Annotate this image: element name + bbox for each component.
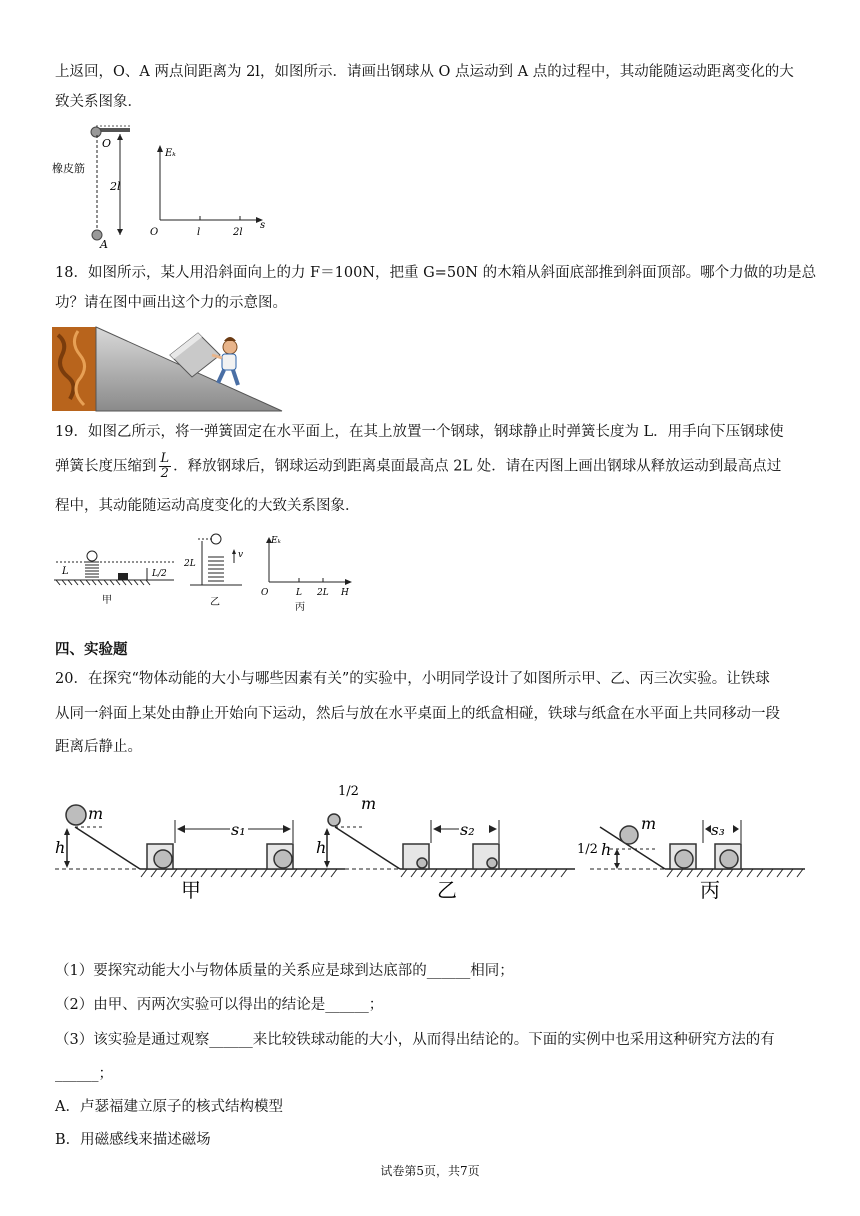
q20-yi-label: 乙 (437, 878, 457, 902)
q19-figure-yi (182, 533, 252, 613)
q20-text-line3: 距离后静止。 (55, 739, 142, 755)
q19-jia-label: 甲 (102, 595, 112, 606)
q17-axis-y-label: Eₖ (165, 148, 176, 159)
q20-yi-m: m (361, 794, 377, 813)
q20-bing-half: 1/2 (577, 842, 598, 857)
q19-line2-post: ．释放钢球后，钢球运动到距离桌面最高点 2L 处．请在丙图上画出钢球从释放运动到最高点过 (173, 458, 782, 475)
q19-fraction-den: 2 (160, 466, 169, 481)
q19-bing-origin: O (261, 588, 269, 598)
q17-label-A: A (100, 238, 108, 250)
q17-axis-x-label: s (260, 220, 266, 231)
q20-yi-s2: s₂ (460, 820, 475, 839)
q20-jia-label: 甲 (181, 878, 201, 902)
q17-tick-l: l (197, 227, 201, 238)
q20-yi-h: h (316, 838, 327, 857)
person-icon (223, 340, 237, 354)
q17-label-rubber: 橡皮筋 (52, 162, 85, 175)
q19-jia-L: L (62, 566, 69, 577)
q20-sub3-line2: ______； (55, 1066, 113, 1082)
page-footer: 试卷第5页，共7页 (380, 1164, 480, 1178)
q19-figure-jia (52, 548, 177, 610)
q19-fraction (159, 452, 172, 481)
q20-panel-yi (310, 784, 575, 902)
q17-text-line2: 致关系图象． (55, 94, 142, 110)
q19-text-line3: 程中，其动能随运动高度变化的大致关系图象． (55, 498, 360, 514)
q19-jia-L-half: L/2 (152, 569, 167, 579)
q20-panel-jia (55, 804, 345, 902)
q18-incline-figure (52, 325, 284, 413)
q19-text-line2 (55, 452, 781, 481)
q20-sub1: （1）要探究动能大小与物体质量的关系应是球到达底部的______相同； (55, 963, 514, 979)
q20-option-b: B．用磁感线来描述磁场 (55, 1132, 211, 1148)
q17-tick-2l: 2l (233, 227, 243, 238)
q19-bing-tick-L: L (296, 588, 302, 598)
q20-panel-bing (577, 814, 805, 902)
q19-line2-pre: 弹簧长度压缩到 (55, 458, 157, 475)
q19-figure-bing (257, 535, 357, 615)
section-4-heading: 四、实验题 (55, 642, 128, 658)
q20-bing-label: 丙 (700, 878, 720, 902)
q20-bing-m: m (641, 814, 657, 833)
q19-text-line1: 19．如图乙所示，将一弹簧固定在水平面上，在其上放置一个钢球，钢球静止时弹簧长度为 L．用手向下压钢球使 (55, 424, 784, 440)
q17-origin: O (150, 227, 159, 238)
q18-text-line1: 18．如图所示，某人用沿斜面向上的力 F＝100N，把重 G=50N 的木箱从斜面底部推到斜面顶部。哪个力做的功是总 (55, 265, 817, 281)
q18-text-line2: 功？请在图中画出这个力的示意图。 (55, 295, 287, 311)
q20-option-a: A．卢瑟福建立原子的核式结构模型 (55, 1099, 283, 1115)
q19-fraction-num: L (160, 451, 170, 466)
q20-jia-m: m (88, 804, 104, 823)
q17-label-O: O (102, 137, 112, 150)
q19-yi-v: v (238, 550, 244, 560)
q20-text-line1: 20．在探究“物体动能的大小与哪些因素有关”的实验中，小明同学设计了如图所示甲、乙、丙三次实验。让铁球 (55, 671, 770, 687)
q17-text-line1: 上返回，O、A 两点间距离为 2l，如图所示．请画出钢球从 O 点运动到 A 点的过程中，其动能随运动距离变化的大 (55, 64, 794, 80)
q19-yi-2L: 2L (184, 559, 196, 569)
q20-sub2: （2）由甲、丙两次实验可以得出的结论是______； (55, 997, 384, 1013)
q19-bing-axis-x: H (341, 588, 349, 598)
q20-experiment-figure (55, 775, 810, 905)
q20-text-line2: 从同一斜面上某处由静止开始向下运动，然后与放在水平桌面上的纸盒相碰，铁球与纸盒在水平面上共同移动一段 (55, 706, 780, 722)
q20-yi-half: 1/2 (338, 784, 359, 799)
q20-jia-s1: s₁ (231, 820, 246, 839)
q19-bing-label: 丙 (295, 602, 305, 613)
q19-yi-label: 乙 (210, 597, 220, 608)
q19-bing-axis-y: Eₖ (271, 536, 281, 546)
q20-bing-h: h (601, 840, 612, 859)
q17-ek-s-axes (145, 140, 270, 240)
q17-label-2l: 2l (110, 180, 121, 193)
q20-jia-h: h (55, 838, 66, 857)
q19-bing-tick-2L: 2L (317, 588, 329, 598)
q20-sub3-line1: （3）该实验是通过观察______来比较铁球动能的大小，从而得出结论的。下面的实例中也采用这种研究方法的有 (55, 1032, 775, 1048)
q20-bing-s3: s₃ (711, 821, 725, 839)
q17-rubber-band-figure (50, 120, 140, 250)
